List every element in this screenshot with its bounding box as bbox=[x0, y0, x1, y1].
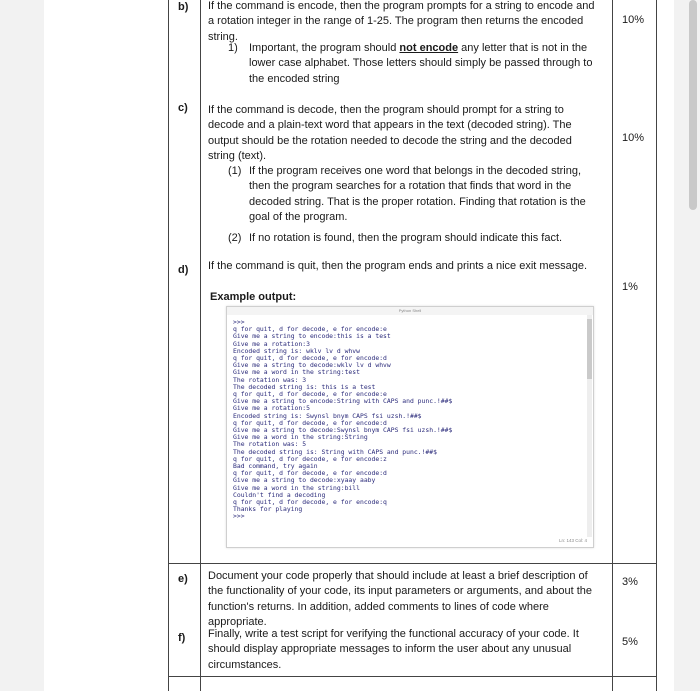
row-c-text bbox=[208, 103, 572, 165]
python-shell-screenshot bbox=[226, 306, 594, 548]
row-label-d: d) bbox=[178, 264, 189, 276]
shell-line: q for quit, d for decode, e for encode:e bbox=[233, 325, 387, 334]
shell-line: >>> bbox=[233, 319, 249, 326]
shell-line: Give me a word in the string:bill bbox=[233, 483, 360, 492]
row-label-b: b) bbox=[178, 1, 189, 13]
row-b-sub-number: 1) bbox=[228, 42, 238, 54]
row-b-sub-pre: Important, the program should bbox=[249, 42, 400, 54]
example-output-title: Example output: bbox=[210, 291, 297, 303]
row-d-text: If the command is quit, then the program ends and prints a nice exit message. bbox=[208, 260, 588, 272]
row-c-line: decode and a plain-text word that appears in the text (decoded string). The bbox=[208, 119, 572, 132]
row-c-line: output should be the rotation needed to decode the string and the decoded bbox=[208, 134, 572, 147]
shell-scroll-thumb bbox=[587, 319, 592, 379]
shell-line: Give me a rotation:3 bbox=[233, 339, 310, 348]
row-c-item1 bbox=[249, 164, 609, 226]
shell-line: q for quit, d for decode, e for encode:e bbox=[233, 390, 387, 399]
row-c-item1-line: decoded string. That is the proper rotation. Finding that rotation is the bbox=[249, 195, 586, 208]
shell-line: Give me a string to encode:String with CAPS and punc.!##$ bbox=[233, 397, 453, 406]
row-percent-e: 3% bbox=[622, 576, 638, 588]
row-f-text bbox=[208, 627, 579, 673]
row-f-line: should display appropriate messages to inform the user about any unusual bbox=[208, 643, 572, 656]
shell-line: The rotation was: 5 bbox=[233, 440, 307, 449]
shell-line: The decoded string is: String with CAPS and punc.!##$ bbox=[233, 447, 437, 456]
row-b-sub-item bbox=[249, 41, 609, 87]
shell-line: Give me a rotation:5 bbox=[233, 404, 310, 413]
row-c-item1-line: If the program receives one word that belongs in the decoded string, bbox=[249, 165, 582, 177]
row-b-text bbox=[208, 0, 594, 45]
shell-title-bar: Python Shell bbox=[227, 307, 593, 315]
row-b-sub-emphasis: not encode bbox=[399, 42, 459, 54]
row-e-text bbox=[208, 569, 592, 631]
row-c-item2-number: (2) bbox=[228, 232, 242, 244]
shell-line: Give me a string to decode:wklv lv d whvw bbox=[233, 361, 391, 370]
row-c-item1-line: goal of the program. bbox=[249, 211, 348, 224]
row-divider-e bbox=[168, 563, 657, 564]
row-label-c: c) bbox=[178, 102, 188, 114]
row-c-item2: If no rotation is found, then the program should indicate this fact. bbox=[249, 232, 563, 244]
shell-line: Encoded string is: wklv lv d whvw bbox=[233, 346, 360, 355]
table-border-right bbox=[656, 0, 657, 691]
table-border-label bbox=[200, 0, 201, 691]
row-b-sub-post: any letter that is not in the bbox=[458, 42, 588, 54]
shell-line: q for quit, d for decode, e for encode:d bbox=[233, 354, 387, 363]
row-label-f: f) bbox=[178, 632, 186, 644]
row-f-line: Finally, write a test script for verifying the functional accuracy of your code. It bbox=[208, 628, 579, 640]
shell-status-bar: Ln: 143 Col: 4 bbox=[558, 538, 587, 543]
row-b-line: a rotation integer in the range of 1-25. The program then returns the encoded bbox=[208, 15, 584, 28]
row-c-item1-line: then the program searches for a rotation that finds that word in the bbox=[249, 180, 572, 193]
row-label-e: e) bbox=[178, 573, 188, 585]
shell-line: Give me a word in the string:test bbox=[233, 368, 360, 377]
row-c-line: string (text). bbox=[208, 150, 267, 163]
shell-line: q for quit, d for decode, e for encode:q bbox=[233, 498, 387, 507]
row-b-line: string. bbox=[208, 30, 238, 43]
row-percent-b: 10% bbox=[622, 14, 645, 26]
row-e-line: Document your code properly that should include at least a brief description of bbox=[208, 570, 588, 582]
row-percent-f: 5% bbox=[622, 636, 638, 648]
row-b-sub-line: lower case alphabet. Those letters should simply be passed through to bbox=[249, 57, 593, 70]
row-b-line: If the command is encode, then the program prompts for a string to encode and bbox=[208, 0, 595, 12]
row-b-sub-first-line bbox=[249, 41, 609, 56]
row-percent-d: 1% bbox=[622, 281, 638, 293]
row-percent-c: 10% bbox=[622, 132, 645, 144]
table-border-left bbox=[168, 0, 169, 691]
row-e-line: function's returns. In addition, added comments to lines of code where bbox=[208, 600, 549, 613]
shell-line: Thanks for playing bbox=[233, 505, 303, 514]
shell-line: q for quit, d for decode, e for encode:d bbox=[233, 469, 387, 478]
shell-line: Couldn't find a decoding bbox=[233, 490, 326, 499]
shell-line: Encoded string is: Swynsl bnym CAPS fsi uzsh.!##$ bbox=[233, 411, 422, 420]
row-e-line: appropriate. bbox=[208, 616, 267, 629]
row-c-line: If the command is decode, then the program should prompt for a string to bbox=[208, 104, 564, 116]
shell-line: Give me a word in the string:String bbox=[233, 433, 368, 442]
shell-line: >>> bbox=[233, 512, 249, 521]
row-f-line: circumstances. bbox=[208, 658, 282, 671]
shell-line: The rotation was: 3 bbox=[233, 375, 307, 384]
table-bottom bbox=[168, 676, 657, 677]
shell-output bbox=[233, 319, 583, 531]
shell-line: Bad command, try again bbox=[233, 462, 318, 471]
shell-line: Give me a string to decode:xyaay aaby bbox=[233, 476, 376, 485]
shell-line: Give me a string to encode:this is a test bbox=[233, 332, 391, 341]
row-c-item1-number: (1) bbox=[228, 165, 242, 177]
table-border-content bbox=[612, 0, 613, 691]
shell-line: Give me a string to decode:Swynsl bnym CAPS fsi uzsh.!##$ bbox=[233, 426, 453, 435]
shell-line: The decoded string is: this is a test bbox=[233, 382, 376, 391]
row-b-sub-line: the encoded string bbox=[249, 72, 340, 85]
document-scrollbar[interactable] bbox=[689, 0, 697, 210]
shell-line: q for quit, d for decode, e for encode:z bbox=[233, 454, 387, 463]
shell-line: q for quit, d for decode, e for encode:d bbox=[233, 418, 387, 427]
row-e-line: the functionality of your code, its input parameters or arguments, and about the bbox=[208, 585, 593, 598]
